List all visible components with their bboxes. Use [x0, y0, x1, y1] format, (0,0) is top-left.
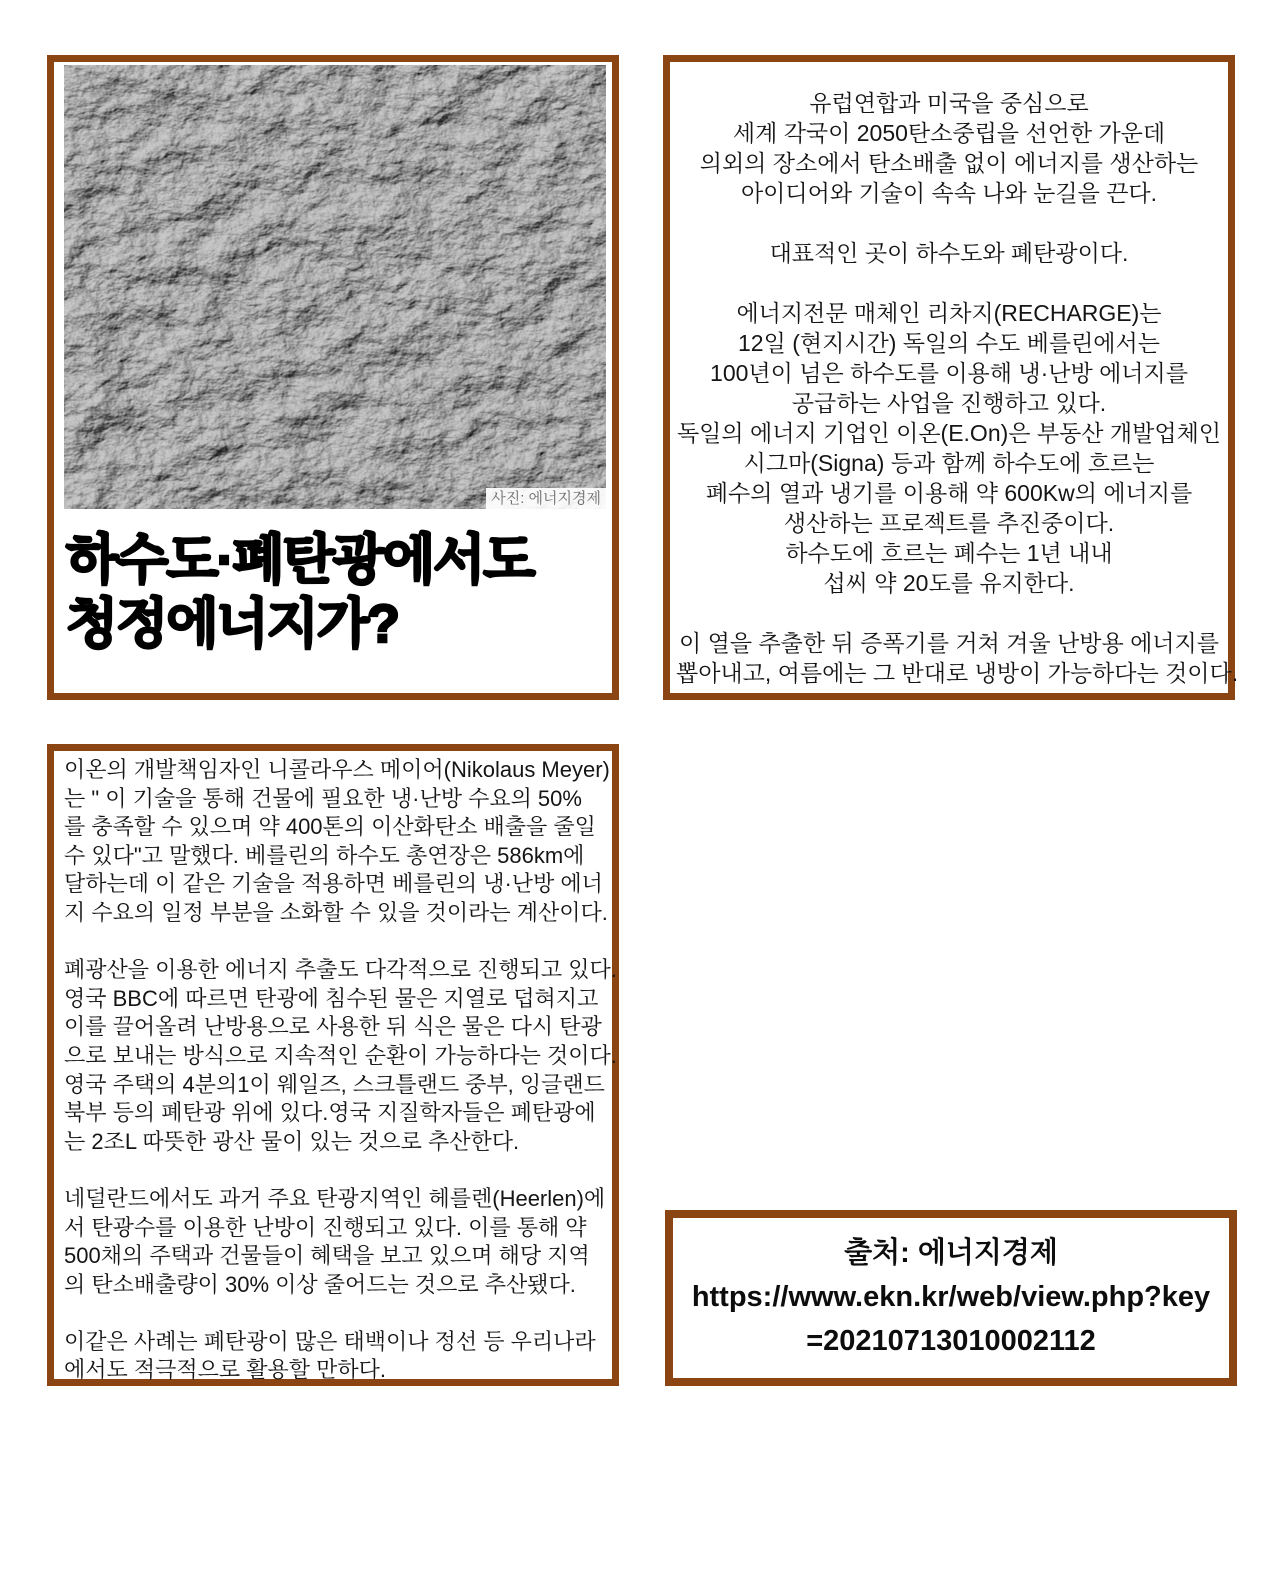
text-line: 100년이 넘은 하수도를 이용해 냉·난방 에너지를 [710, 360, 1188, 386]
text-line: 달하는데 이 같은 기술을 적용하면 베를린의 냉·난방 에너 [64, 871, 603, 897]
text-line: 의외의 장소에서 탄소배출 없이 에너지를 생산하는 [699, 150, 1199, 176]
text-line: 이온의 개발책임자인 니콜라우스 메이어(Nikolaus Meyer) [64, 757, 610, 782]
source-card [665, 1210, 1237, 1386]
source-url-line-1[interactable]: https://www.ekn.kr/web/view.php?key [691, 1281, 1211, 1314]
text-line: 네덜란드에서도 과거 주요 탄광지역인 헤를렌(Heerlen)에 [64, 1185, 606, 1211]
body-text [54, 751, 617, 1385]
intro-card [663, 55, 1239, 700]
text-line: 이를 끌어올려 난방용으로 사용한 뒤 식은 물은 다시 탄광 [64, 1014, 602, 1040]
intro-text [670, 62, 1239, 688]
text-line: 시그마(Signa) 등과 함께 하수도에 흐르는 [743, 450, 1155, 476]
text-line: 영국 BBC에 따르면 탄광에 침수된 물은 지열로 덥혀지고 [64, 985, 599, 1011]
text-line: 아이디어와 기술이 속속 나와 눈길을 끈다. [740, 180, 1158, 206]
text-line: 세계 각국이 2050탄소중립을 선언한 가운데 [732, 120, 1166, 146]
text-line: 를 충족할 수 있으며 약 400톤의 이산화탄소 배출을 줄일 [64, 814, 596, 840]
text-line [676, 598, 1222, 628]
text-line: 유럽연합과 미국을 중심으로 [809, 90, 1089, 116]
text-line [676, 208, 1222, 238]
text-line: 12일 (현지시간) 독일의 수도 베를린에서는 [738, 330, 1160, 356]
headline-line-2: 청정에너지가? [66, 593, 398, 654]
body-card [47, 744, 619, 1386]
text-line [64, 928, 606, 957]
text-line: 수 있다"고 말했다. 베를린의 하수도 총연장은 586km에 [64, 842, 585, 868]
text-line: 독일의 에너지 기업인 이온(E.On)은 부동산 개발업체인 [676, 420, 1222, 446]
headline-card [47, 55, 619, 700]
text-line: 이같은 사례는 폐탄광이 많은 태백이나 정선 등 우리나라 [64, 1328, 596, 1354]
text-line: 공급하는 사업을 진행하고 있다. [791, 390, 1107, 416]
text-line: 에너지전문 매체인 리차지(RECHARGE)는 [736, 300, 1162, 326]
text-line [64, 1299, 606, 1328]
text-line: 하수도에 흐르는 폐수는 1년 내내 [785, 540, 1113, 566]
text-line [676, 268, 1222, 298]
coal-photo-texture [64, 65, 606, 509]
text-line: 는 2조L 따뜻한 광산 물이 있는 것으로 추산한다. [64, 1128, 520, 1154]
text-line: 폐수의 열과 냉기를 이용해 약 600Kw의 에너지를 [705, 480, 1193, 506]
photo-credit: 사진: 에너지경제 [486, 488, 606, 509]
headline [66, 529, 606, 656]
coal-photo [64, 65, 606, 509]
text-line: 는 " 이 기술을 통해 건물에 필요한 냉·난방 수요의 50% [64, 785, 582, 811]
text-line: 뽑아내고, 여름에는 그 반대로 냉방이 가능하다는 것이다. [676, 660, 1239, 686]
source-label: 출처: 에너지경제 [844, 1237, 1058, 1270]
text-line: 북부 등의 폐탄광 위에 있다.영국 지질학자들은 폐탄광에 [64, 1100, 596, 1126]
text-line: 섭씨 약 20도를 유지한다. [823, 570, 1075, 596]
text-line: 영국 주택의 4분의1이 웨일즈, 스크틀랜드 중부, 잉글랜드 [64, 1071, 605, 1097]
text-line: 에서도 적극적으로 활용할 만하다. [64, 1357, 386, 1383]
headline-line-1: 하수도·폐탄광에서도 [66, 530, 534, 590]
text-line: 500채의 주택과 건물들이 혜택을 보고 있으며 해당 지역 [64, 1243, 590, 1269]
text-line: 으로 보내는 방식으로 지속적인 순환이 가능하다는 것이다. [64, 1042, 617, 1068]
text-line [64, 1156, 606, 1185]
text-line: 의 탄소배출량이 30% 이상 줄어드는 것으로 추산됐다. [64, 1271, 576, 1297]
text-line: 이 열을 추출한 뒤 증폭기를 거쳐 겨울 난방용 에너지를 [679, 630, 1219, 656]
text-line: 지 수요의 일정 부분을 소화할 수 있을 것이라는 계산이다. [64, 899, 608, 925]
source-url-line-2[interactable]: =20210713010002112 [806, 1324, 1096, 1357]
text-line: 폐광산을 이용한 에너지 추출도 다각적으로 진행되고 있다. [64, 957, 617, 983]
text-line: 생산하는 프로젝트를 추진중이다. [783, 510, 1115, 536]
text-line: 대표적인 곳이 하수도와 폐탄광이다. [769, 240, 1129, 266]
text-line: 서 탄광수를 이용한 난방이 진행되고 있다. 이를 통해 약 [64, 1214, 587, 1240]
